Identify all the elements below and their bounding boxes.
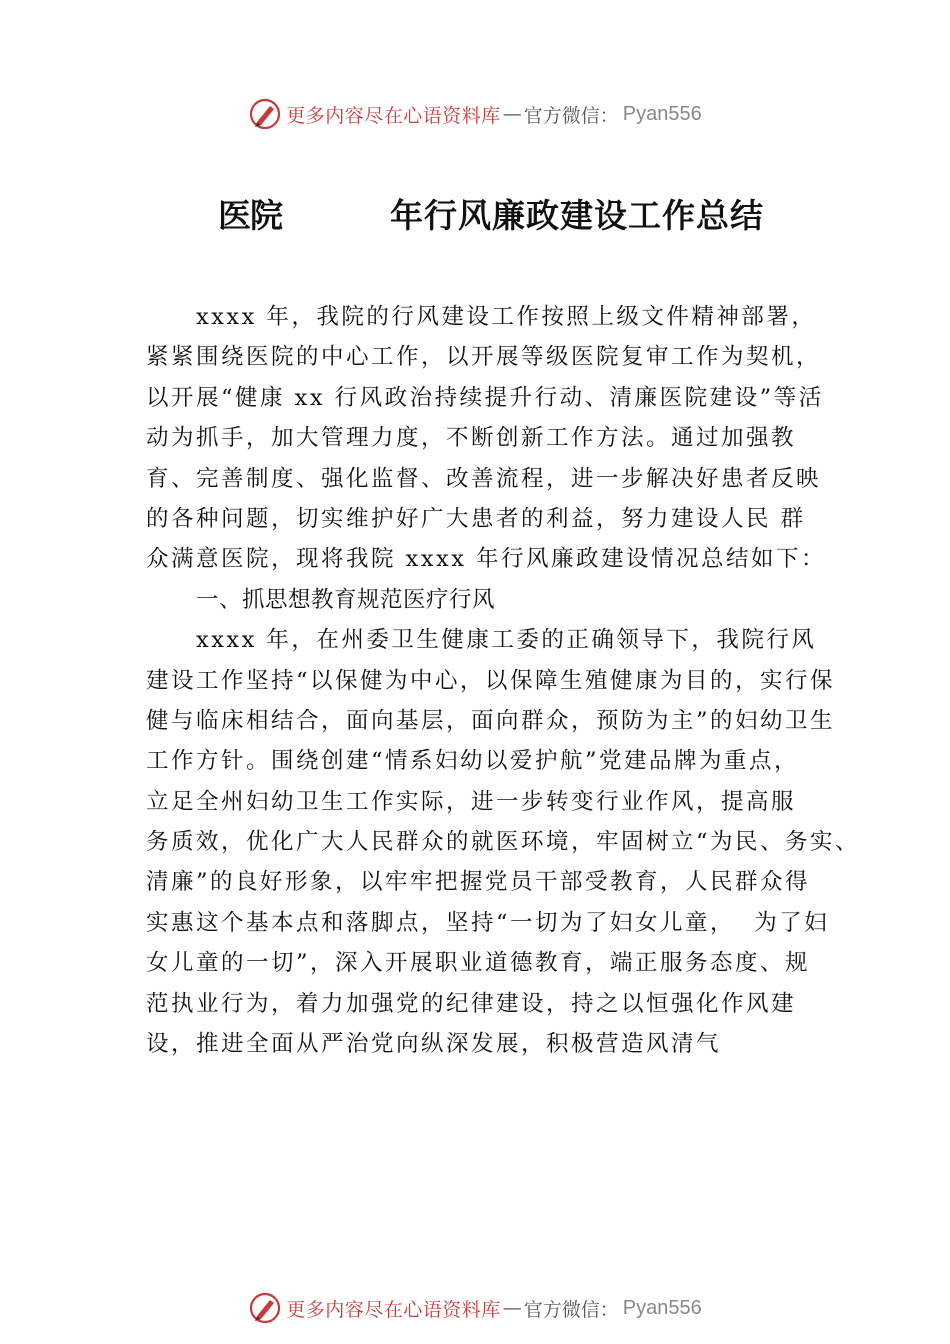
paragraph2-line: 范执业行为，着力加强党的纪律建设，持之以恒强化作风建 xyxy=(146,990,797,1017)
paragraph1-line: 众满意医院，现将我院 xxxx 年行风廉政建设情况总结如下： xyxy=(146,546,827,573)
pen-logo-icon xyxy=(248,97,282,131)
watermark-header xyxy=(0,94,950,134)
paragraph2-line: xxxx 年，在州委卫生健康工委的正确领导下，我院行风 xyxy=(196,627,817,654)
paragraph1-line: 动为抓手，加大管理力度，不断创新工作方法。通过加强教 xyxy=(146,425,797,452)
watermark-wechat-id: Pyan556 xyxy=(622,1296,702,1319)
paragraph2-line: 建设工作坚持“以保健为中心，以保障生殖健康为目的，实行保 xyxy=(146,667,836,694)
watermark-brand: 更多内容尽在心语资料库 xyxy=(286,104,501,127)
watermark-official-label: 官方微信： xyxy=(523,1298,619,1321)
paragraph2-line: 实惠这个基本点和落脚点，坚持“一切为了妇女儿童， 为了妇 xyxy=(146,909,830,936)
paragraph2-line: 设，推进全面从严治党向纵深发展，积极营造风清气 xyxy=(146,1031,722,1058)
paragraph2-line: 立足全州妇幼卫生工作实际，进一步转变行业作风，提高服 xyxy=(146,788,797,815)
watermark-wechat-id: Pyan556 xyxy=(622,102,702,125)
pen-logo-icon xyxy=(248,1291,282,1325)
watermark-brand: 更多内容尽在心语资料库 xyxy=(286,1298,501,1321)
paragraph2-line: 健与临床相结合，面向基层，面向群众，预防为主”的妇幼卫生 xyxy=(146,707,836,734)
document-title xyxy=(0,190,950,240)
paragraph2-line: 务质效，优化广大人民群众的就医环境，牢固树立“为民、务实、 xyxy=(146,829,861,856)
watermark-separator: — xyxy=(502,103,522,125)
section-heading-1: 一、抓思想教育规范医疗行风 xyxy=(196,586,496,613)
paragraph2-line: 女儿童的一切”，深入开展职业道德教育，端正服务态度、规 xyxy=(146,950,811,977)
paragraph2-line: 工作方针。围绕创建“情系妇幼以爱护航”党建品牌为重点， xyxy=(146,748,800,775)
title-part-hospital: 医院 xyxy=(218,196,282,235)
watermark-official-label: 官方微信： xyxy=(523,104,619,127)
watermark-separator: — xyxy=(502,1297,522,1319)
paragraph1-line: xxxx 年，我院的行风建设工作按照上级文件精神部署， xyxy=(196,304,817,330)
watermark-footer xyxy=(0,1288,950,1328)
paragraph1-line: 的各种问题，切实维护好广大患者的利益，努力建设人民 群 xyxy=(146,505,806,532)
title-part-summary: 年行风廉政建设工作总结 xyxy=(390,196,764,235)
paragraph2-line: 清廉”的良好形象，以牢牢把握党员干部受教育，人民群众得 xyxy=(146,869,811,896)
paragraph1-line: 以开展“健康 xx 行风政治持续提升行动、清廉医院建设”等活 xyxy=(146,384,824,411)
paragraph1-line: 育、完善制度、强化监督、改善流程，进一步解决好患者反映 xyxy=(146,465,822,492)
document-body xyxy=(146,297,861,1064)
paragraph1-line: 紧紧围绕医院的中心工作，以开展等级医院复审工作为契机， xyxy=(146,344,822,371)
